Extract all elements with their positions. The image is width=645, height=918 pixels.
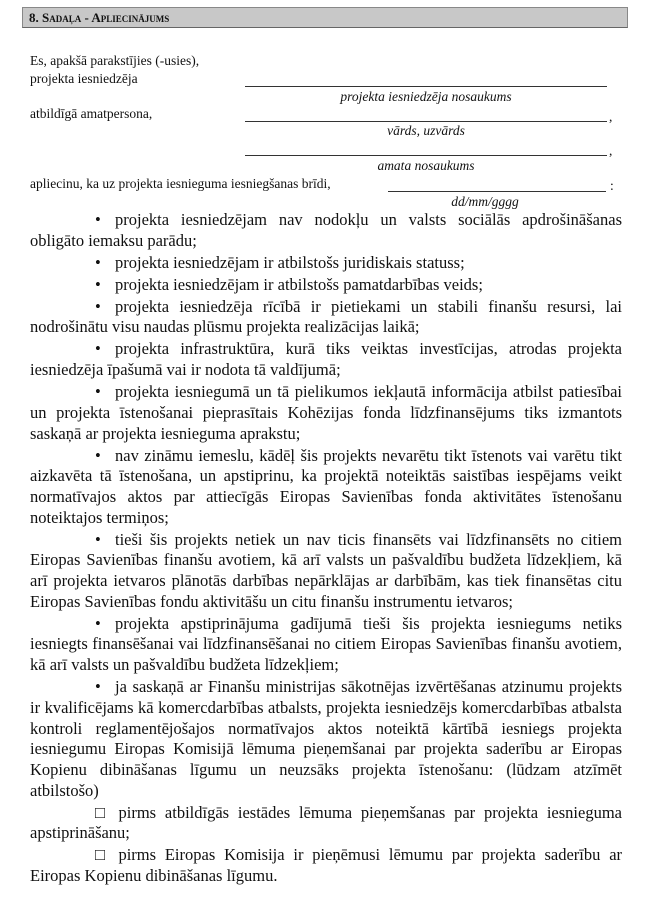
declaration-item	[30, 275, 622, 296]
bullet-icon: •	[95, 529, 101, 549]
bullet-icon: •	[95, 274, 101, 294]
option-text: pirms Eiropas Komisija ir pieņēmusi lēmumu par projekta saderību ar Eiropas Kopienu dibināšanas līgumu.	[30, 845, 623, 886]
item-text: projekta iesniedzējam ir atbilstošs juridiskais statuss;	[115, 252, 465, 272]
section-header	[22, 7, 628, 28]
declaration-item	[30, 382, 622, 444]
item-text: projekta infrastruktūra, kurā tiks veiktas investīcijas, atrodas projekta iesniedzēja īpašumā vai ir nodota tā valdījumā;	[30, 339, 622, 380]
certify-label: apliecinu, ka uz projekta iesnieguma iesniegšanas brīdi,	[30, 176, 331, 191]
declaration-item	[30, 253, 622, 274]
checkbox-option[interactable]	[30, 845, 622, 886]
date-field[interactable]	[388, 191, 606, 192]
intro-text: Es, apakšā parakstījies (-usies),	[30, 53, 200, 68]
name-caption: vārds, uzvārds	[387, 123, 465, 138]
checkbox-option[interactable]	[30, 803, 622, 844]
item-text: tieši šis projekts netiek un nav ticis finansēts vai līdzfinansēts no citiem Eiropas Savienības finanšu avotiem, kā arī valsts un pašvaldību budžeta līdzekļiem, kā arī projekta ietvaros plānotās darbības nepārklājas ar darbībām, kas tiek finansētas citu Eiropas Savienības fondu aktivitāšu un citu finanšu instrumentu ietvaros;	[30, 529, 622, 611]
official-label: atbildīgā amatpersona,	[30, 106, 153, 121]
bullet-icon: •	[95, 252, 101, 272]
item-text: ja saskaņā ar Finanšu ministrijas sākotnējas izvērtēšanas atzinumu projekts ir kvalificējams kā komercdarbības atbalsts, projekta iesniedzējs komercdarbības atbalsta kontroli reglamentējošajos normatīvajos aktos noteiktā kārtībā iesniegs projekta iesniegumu Eiropas Komisijā lēmuma pieņemšanai par projekta saderību ar Eiropas Kopienu dibināšanas līgumu un neuzsāks projekta īstenošanu: (lūdzam atzīmēt atbilstošo)	[30, 677, 622, 800]
declaration-item	[30, 210, 622, 251]
bullet-icon: •	[95, 296, 101, 316]
bullet-icon: •	[95, 613, 101, 633]
comma: ,	[609, 143, 613, 158]
declaration-item	[30, 339, 622, 380]
declaration-list	[30, 210, 622, 888]
item-text: projekta iesniedzēja rīcībā ir pietiekami un stabili finanšu resursi, lai nodrošinātu visu naudas plūsmu projekta realizācijas laikā;	[30, 296, 622, 337]
position-caption: amata nosaukums	[377, 158, 475, 173]
position-field[interactable]	[245, 155, 607, 156]
checkbox-icon[interactable]: □	[95, 845, 110, 865]
declaration-item	[30, 614, 622, 676]
bullet-icon: •	[95, 339, 101, 359]
applicant-name-field[interactable]	[245, 86, 607, 87]
item-text: projekta iesniedzējam ir atbilstošs pamatdarbības veids;	[115, 274, 483, 294]
checkbox-icon[interactable]: □	[95, 802, 110, 822]
applicant-caption: projekta iesniedzēja nosaukums	[340, 89, 512, 104]
bullet-icon: •	[95, 677, 101, 697]
colon: :	[610, 178, 614, 193]
section-title: 8. Sadaļa - Apliecinājums	[29, 10, 170, 25]
option-text: pirms atbildīgās iestādes lēmuma pieņemšanas par projekta iesnieguma apstiprināšanu;	[30, 802, 622, 843]
item-text: projekta iesniedzējam nav nodokļu un valsts sociālās apdrošināšanas obligāto iemaksu parādu;	[30, 210, 622, 250]
item-text: nav zināmu iemeslu, kādēļ šis projekts nevarētu tikt īstenots vai varētu tikt aizkavēta tā īstenošana, un apstiprinu, ka projektā noteiktās saistības iespējams veikt normatīvajos aktos par attiecīgās Eiropas Savienības fonda aktivitātes īstenošanu noteiktajos termiņos;	[30, 445, 622, 527]
applicant-label: projekta iesniedzēja	[30, 71, 138, 86]
item-text: projekta apstiprinājuma gadījumā tieši šis projekta iesniegums netiks iesniegts finansēšanai vai līdzfinansēšanai no citiem Eiropas Savienības finanšu avotiem, kā arī valsts un pašvaldību budžeta līdzekļiem;	[30, 613, 622, 675]
comma: ,	[609, 109, 613, 124]
bullet-icon: •	[95, 382, 101, 402]
bullet-icon: •	[95, 445, 101, 465]
declaration-item	[30, 530, 622, 613]
date-caption: dd/mm/gggg	[451, 194, 519, 209]
declaration-item	[30, 297, 622, 338]
declaration-item	[30, 677, 622, 801]
official-name-field[interactable]	[245, 121, 607, 122]
item-text: projekta iesniegumā un tā pielikumos iekļautā informācija atbilst patiesībai un projekta īstenošanai pieprasītais Kohēzijas fonda līdzfinansējums tiks izmantots saskaņā ar projekta iesnieguma aprakstu;	[30, 382, 622, 443]
declaration-item	[30, 446, 622, 529]
bullet-icon: •	[95, 210, 101, 229]
